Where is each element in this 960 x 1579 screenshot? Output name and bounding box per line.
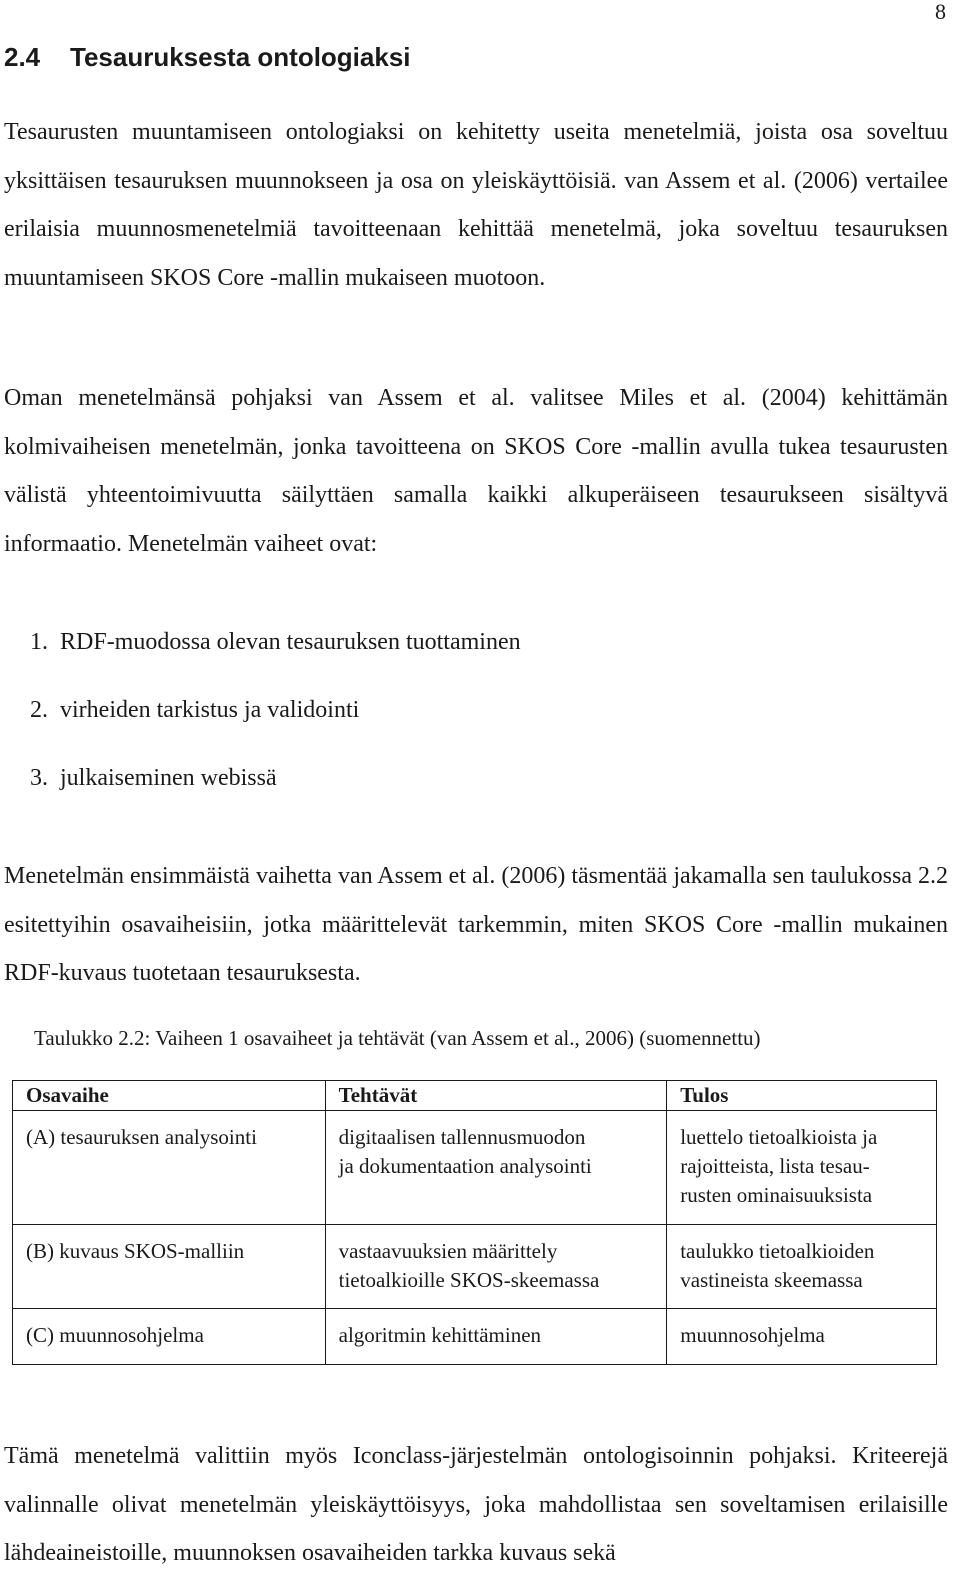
table-row: [13, 1309, 937, 1365]
cell-tehtavat: digitaalisen tallennusmuodon ja dokumentaation analysointi: [325, 1111, 667, 1225]
list-item: [30, 686, 521, 754]
cell-osavaihe: (C) muunnosohjelma: [13, 1309, 326, 1365]
paragraph-first-phase: Menetelmän ensimmäistä vaihetta van Assem et al. (2006) täsmentää jakamalla sen taulukossa 2.2 esitettyihin osavaiheisiin, jotka määrittelevät tarkemmin, miten SKOS Core -mallin mukainen RDF-kuvaus tuotetaan tesauruksesta.: [4, 863, 948, 986]
cell-tehtavat: vastaavuuksien määrittely tietoalkioille SKOS-skeemassa: [325, 1225, 667, 1309]
list-item: [30, 618, 521, 686]
cell-osavaihe: (A) tesauruksen analysointi: [13, 1111, 326, 1225]
paragraph-intro: Tesaurusten muuntamiseen ontologiaksi on kehitetty useita menetelmiä, joista osa soveltuu yksittäisen tesauruksen muunnokseen ja osa on yleiskäyttöisiä. van Assem et al. (2006) vertailee erilaisia muunnosmenetelmiä tavoitteenaan kehittää menetelmä, joka soveltuu tesauruksen muuntamiseen SKOS Core -mallin mukaiseen muotoon.: [4, 119, 948, 291]
table-header-row: [13, 1081, 937, 1111]
page-number: 8: [935, 0, 946, 24]
table-row: [13, 1225, 937, 1309]
list-item-text: julkaiseminen webissä: [60, 765, 277, 791]
section-number: 2.4: [4, 42, 41, 72]
cell-tehtavat: algoritmin kehittäminen: [325, 1309, 667, 1365]
cell-tulos: muunnosohjelma: [667, 1309, 937, 1365]
cell-tulos: taulukko tietoalkioiden vastineista skeemassa: [667, 1225, 937, 1309]
cell-tulos: luettelo tietoalkioista ja rajoitteista, lista tesau- rusten ominaisuuksista: [667, 1111, 937, 1225]
header-tulos: Tulos: [667, 1081, 937, 1111]
list-item-text: RDF-muodossa olevan tesauruksen tuottaminen: [60, 629, 521, 655]
phase-table: [12, 1080, 937, 1365]
paragraph-iconclass: Tämä menetelmä valittiin myös Iconclass-järjestelmän ontologisoinnin pohjaksi. Kriteerejä valinnalle olivat menetelmän yleiskäyttöisyys, joka mahdollistaa sen soveltamisen erilaisille lähdeaineistoille, muunnoksen osavaiheiden tarkka kuvaus sekä: [4, 1443, 948, 1566]
list-item: [30, 754, 521, 822]
cell-osavaihe: (B) kuvaus SKOS-malliin: [13, 1225, 326, 1309]
method-steps-list: [30, 618, 521, 822]
list-item-number: 1.: [30, 629, 48, 655]
table-caption: Taulukko 2.2: Vaiheen 1 osavaiheet ja tehtävät (van Assem et al., 2006) (suomennettu): [34, 1026, 761, 1050]
section-title: Tesauruksesta ontologiaksi: [70, 42, 411, 72]
list-item-text: virheiden tarkistus ja validointi: [60, 697, 360, 723]
table-row: [13, 1111, 937, 1225]
section-heading: [4, 40, 411, 74]
list-item-number: 2.: [30, 697, 48, 723]
paragraph-method-basis: Oman menetelmänsä pohjaksi van Assem et al. valitsee Miles et al. (2004) kehittämän kolmivaiheisen menetelmän, jonka tavoitteena on SKOS Core -mallin avulla tukea tesaurusten välistä yhteentoimivuutta säilyttäen samalla kaikki alkuperäiseen tesaurukseen sisältyvä informaatio. Menetelmän vaiheet ovat:: [4, 385, 948, 557]
list-item-number: 3.: [30, 765, 48, 791]
header-tehtavat: Tehtävät: [325, 1081, 667, 1111]
header-osavaihe: Osavaihe: [13, 1081, 326, 1111]
